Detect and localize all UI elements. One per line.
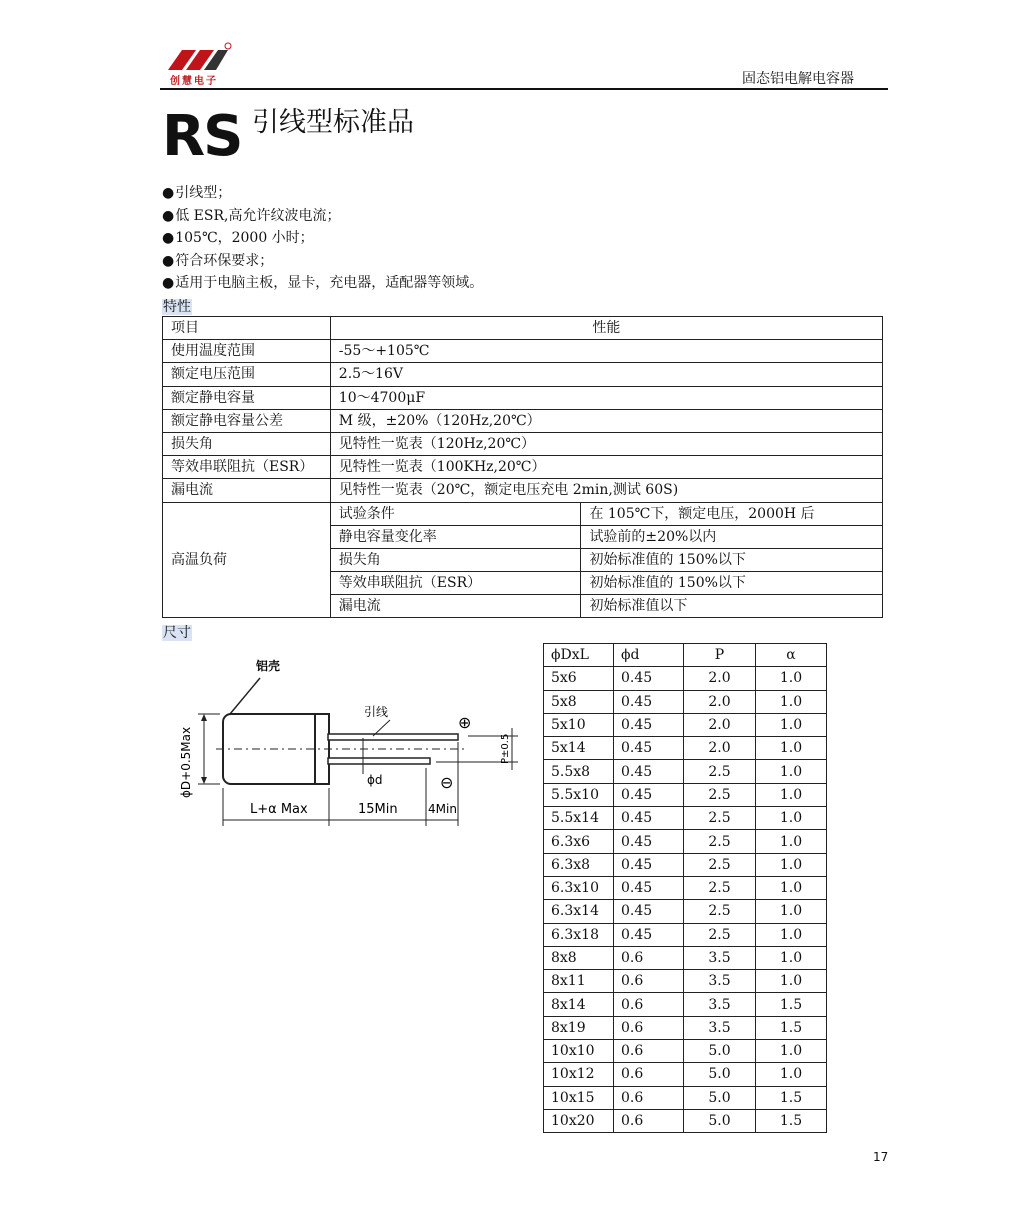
table-cell: 6.3x8 [544, 853, 614, 876]
feature-item: ● 低 ESR,高允许纹波电流； [162, 205, 483, 228]
table-cell: 1.0 [756, 876, 827, 899]
table-cell: 1.0 [756, 690, 827, 713]
table-row [544, 1086, 827, 1109]
table-row [544, 993, 827, 1016]
lead-diameter-label: ϕd [367, 773, 383, 787]
characteristics-section-label: 特性 [163, 299, 191, 315]
table-row [544, 783, 827, 806]
table-cell: 5x14 [544, 737, 614, 760]
table-cell: 1.0 [756, 830, 827, 853]
item-cell: 额定静电容量公差 [163, 409, 331, 432]
table-row [544, 876, 827, 899]
table-cell: 5x10 [544, 713, 614, 736]
table-cell: 0.6 [614, 1040, 684, 1063]
table-header-row [163, 317, 883, 340]
table-cell: 8x11 [544, 970, 614, 993]
table-cell: 2.5 [684, 783, 756, 806]
condition-cell: 等效串联阻抗（ESR） [330, 572, 581, 595]
table-cell: 1.0 [756, 1063, 827, 1086]
table-row [544, 853, 827, 876]
table-cell: 2.5 [684, 923, 756, 946]
condition-cell: 漏电流 [330, 595, 581, 618]
header-cell: α [756, 644, 827, 667]
table-row [163, 479, 883, 502]
table-cell: 1.0 [756, 900, 827, 923]
value-cell: M 级，±20%（120Hz,20℃） [330, 409, 882, 432]
lead-upper [328, 734, 458, 740]
header-divider [160, 88, 888, 90]
table-row [544, 713, 827, 736]
table-cell: 8x8 [544, 946, 614, 969]
condition-cell: 损失角 [330, 548, 581, 571]
value-cell: -55～+105℃ [330, 340, 882, 363]
value-cell: 试验前的±20%以内 [581, 525, 883, 548]
table-cell: 2.5 [684, 760, 756, 783]
lead-length-label: 15Min [358, 802, 398, 817]
header-cell: 项目 [163, 317, 331, 340]
table-cell: 0.6 [614, 1109, 684, 1132]
lead-lower [328, 758, 430, 764]
table-row [544, 1063, 827, 1086]
arrow-head [201, 714, 207, 721]
table-row [544, 737, 827, 760]
table-cell: 6.3x6 [544, 830, 614, 853]
feature-item: ● 适用于电脑主板，显卡，充电器，适配器等领域。 [162, 272, 483, 295]
table-cell: 5x6 [544, 667, 614, 690]
table-row [544, 830, 827, 853]
table-cell: 0.45 [614, 690, 684, 713]
table-cell: 5.0 [684, 1040, 756, 1063]
feature-item: ● 105℃，2000 小时； [162, 227, 483, 250]
table-cell: 1.0 [756, 783, 827, 806]
table-cell: 3.5 [684, 970, 756, 993]
table-row [163, 386, 883, 409]
table-cell: 0.6 [614, 970, 684, 993]
header-cell: ϕd [614, 644, 684, 667]
table-cell: 0.45 [614, 830, 684, 853]
table-cell: 2.5 [684, 900, 756, 923]
case-label: 铝壳 [256, 659, 281, 673]
dimensions-section-label: 尺寸 [163, 625, 191, 641]
high-temp-label: 高温负荷 [163, 502, 331, 618]
table-cell: 5.5x14 [544, 807, 614, 830]
table-cell: 8x14 [544, 993, 614, 1016]
table-cell: 2.5 [684, 830, 756, 853]
table-cell: 0.45 [614, 807, 684, 830]
table-cell: 0.45 [614, 900, 684, 923]
table-cell: 6.3x14 [544, 900, 614, 923]
table-row [544, 1016, 827, 1039]
table-cell: 1.0 [756, 853, 827, 876]
table-cell: 0.6 [614, 993, 684, 1016]
item-cell: 额定电压范围 [163, 363, 331, 386]
diameter-label: ϕD+0.5Max [179, 726, 193, 798]
value-cell: 2.5～16V [330, 363, 882, 386]
gap-length-label: 4Min [428, 802, 457, 816]
table-cell: 2.5 [684, 876, 756, 899]
table-cell: 2.0 [684, 667, 756, 690]
value-cell: 初始标准值以下 [581, 595, 883, 618]
item-cell: 损失角 [163, 432, 331, 455]
feature-item: ● 引线型； [162, 182, 483, 205]
item-cell: 漏电流 [163, 479, 331, 502]
table-row [544, 900, 827, 923]
table-cell: 3.5 [684, 1016, 756, 1039]
table-cell: 2.5 [684, 807, 756, 830]
item-cell: 额定静电容量 [163, 386, 331, 409]
item-cell: 等效串联阻抗（ESR） [163, 456, 331, 479]
dimensions-table-body [544, 667, 827, 1133]
table-cell: 1.5 [756, 1086, 827, 1109]
table-cell: 0.45 [614, 853, 684, 876]
table-cell: 1.0 [756, 807, 827, 830]
table-cell: 0.45 [614, 667, 684, 690]
table-cell: 1.0 [756, 713, 827, 736]
table-cell: 1.5 [756, 1109, 827, 1132]
table-cell: 6.3x18 [544, 923, 614, 946]
table-row [163, 409, 883, 432]
table-cell: 1.0 [756, 737, 827, 760]
table-row [163, 363, 883, 386]
document-title: 固态铝电解电容器 [742, 71, 854, 87]
item-cell: 使用温度范围 [163, 340, 331, 363]
page-number: 17 [873, 1150, 889, 1164]
table-cell: 10x20 [544, 1109, 614, 1132]
table-row [163, 456, 883, 479]
table-row [544, 760, 827, 783]
table-row [544, 970, 827, 993]
table-row [163, 502, 883, 525]
table-cell: 1.0 [756, 667, 827, 690]
lead-label: 引线 [364, 705, 389, 719]
table-cell: 5.5x8 [544, 760, 614, 783]
table-row [544, 1109, 827, 1132]
header-cell: ϕDxL [544, 644, 614, 667]
table-cell: 5.5x10 [544, 783, 614, 806]
table-cell: 10x12 [544, 1063, 614, 1086]
table-cell: 5.0 [684, 1063, 756, 1086]
table-cell: 0.45 [614, 713, 684, 736]
table-cell: 0.45 [614, 783, 684, 806]
table-cell: 2.0 [684, 737, 756, 760]
table-cell: 2.5 [684, 853, 756, 876]
condition-cell: 静电容量变化率 [330, 525, 581, 548]
table-cell: 0.6 [614, 1063, 684, 1086]
value-cell: 初始标准值的 150%以下 [581, 572, 883, 595]
feature-list [162, 182, 483, 295]
table-cell: 0.6 [614, 946, 684, 969]
table-row [163, 340, 883, 363]
dimensions-table [543, 643, 827, 1133]
value-cell: 见特性一览表（20℃，额定电压充电 2min,测试 60S) [330, 479, 882, 502]
table-header-row [544, 644, 827, 667]
value-cell: 见特性一览表（100KHz,20℃） [330, 456, 882, 479]
table-cell: 1.0 [756, 923, 827, 946]
table-row [544, 690, 827, 713]
body-length-label: L+α Max [250, 802, 308, 817]
value-cell: 10～4700μF [330, 386, 882, 409]
table-cell: 5x8 [544, 690, 614, 713]
table-cell: 10x10 [544, 1040, 614, 1063]
table-row [544, 1040, 827, 1063]
table-cell: 3.5 [684, 946, 756, 969]
positive-symbol: ⊕ [458, 713, 472, 732]
table-row [163, 432, 883, 455]
table-cell: 8x19 [544, 1016, 614, 1039]
model-name: RS [162, 104, 242, 169]
characteristics-table [162, 316, 883, 618]
capacitor-dimension-diagram [168, 650, 528, 835]
value-cell: 初始标准值的 150%以下 [581, 548, 883, 571]
table-cell: 1.0 [756, 970, 827, 993]
table-cell: 1.0 [756, 1040, 827, 1063]
pitch-label: P±0.5 [500, 733, 511, 764]
table-row [544, 923, 827, 946]
table-cell: 1.0 [756, 760, 827, 783]
table-cell: 2.0 [684, 713, 756, 736]
table-cell: 1.5 [756, 993, 827, 1016]
table-cell: 6.3x10 [544, 876, 614, 899]
table-cell: 0.6 [614, 1016, 684, 1039]
table-cell: 1.5 [756, 1016, 827, 1039]
value-cell: 见特性一览表（120Hz,20℃） [330, 432, 882, 455]
table-cell: 0.6 [614, 1086, 684, 1109]
table-cell: 0.45 [614, 737, 684, 760]
table-row [544, 946, 827, 969]
condition-cell: 试验条件 [330, 502, 581, 525]
arrow-head [201, 777, 207, 784]
header-cell: P [684, 644, 756, 667]
table-cell: 1.0 [756, 946, 827, 969]
table-cell: 5.0 [684, 1086, 756, 1109]
table-cell: 10x15 [544, 1086, 614, 1109]
table-cell: 0.45 [614, 876, 684, 899]
value-cell: 在 105℃下，额定电压，2000H 后 [581, 502, 883, 525]
logo-text: 创慧电子 [170, 76, 218, 87]
case-leader-line [230, 678, 260, 714]
table-cell: 0.45 [614, 760, 684, 783]
table-row [544, 807, 827, 830]
table-cell: 0.45 [614, 923, 684, 946]
negative-symbol: ⊖ [440, 773, 454, 792]
feature-item: ● 符合环保要求； [162, 250, 483, 273]
header-cell: 性能 [330, 317, 882, 340]
product-subtitle: 引线型标准品 [252, 107, 414, 138]
table-row [544, 667, 827, 690]
table-cell: 5.0 [684, 1109, 756, 1132]
table-cell: 3.5 [684, 993, 756, 1016]
table-cell: 2.0 [684, 690, 756, 713]
